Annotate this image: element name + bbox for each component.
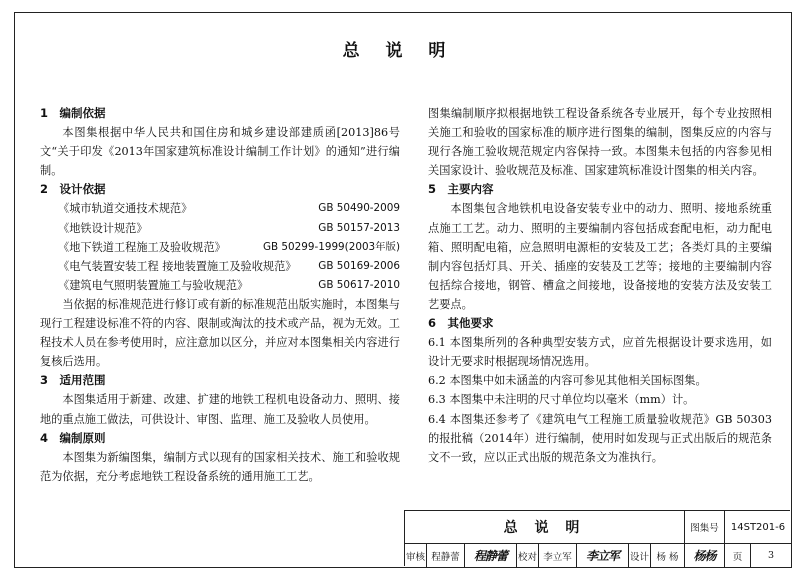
reference-code: GB 50169-2006 [318, 259, 400, 272]
section-5-body: 本图集包含地铁机电设备安装专业中的动力、照明、接地系统重点施工工艺。动力、照明的主要编制内容包括成套配电柜，动力配电箱、照明配电箱，应急照明电源柜的安装及工艺；各类灯具的主要编制内容包括灯具、开关、插座的安装及工艺等；接地的主要编制内容包括综合接地，钢管、槽盒之间接地，设备接地的安装方法及安装工艺要点。 [428, 202, 772, 311]
reference-name: 《城市轨道交通技术规范》 [58, 202, 193, 216]
title-block-drawing-title: 总 说 明 [405, 511, 685, 544]
reference-name: 《地铁设计规范》 [58, 221, 148, 235]
reference-item [40, 276, 400, 295]
checker-signature: 李立军 [577, 544, 629, 567]
section-6-heading: 6 其他要求 [428, 316, 494, 331]
title-block [404, 510, 790, 566]
section-5-heading: 5 主要内容 [428, 182, 494, 197]
requirement-item: 6.4 本图集还参考了《建筑电气工程施工质量验收规范》GB 50303的报批稿（2014年）进行编制，使用时如发现与正式出版后的规范条文不一致，应以正式出版的规范条文为准执行。 [428, 412, 772, 464]
section-1-body: 本图集根据中华人民共和国住房和城乡建设部建质函[2013]86号文“关于印发《2013年国家建筑标准设计编制工作计划》的通知”进行编制。 [40, 126, 400, 178]
reference-item [40, 238, 400, 257]
reference-name: 《地下铁道工程施工及验收规范》 [58, 240, 226, 254]
section-3-body: 本图集适用于新建、改建、扩建的地铁工程机电设备动力、照明、接地的重点施工做法，可供设计、审图、监理、施工及验收人员使用。 [40, 393, 400, 426]
reference-item [40, 199, 400, 218]
atlas-number-label: 图集号 [685, 511, 725, 544]
requirement-item: 6.3 本图集中未注明的尺寸单位均以毫米（mm）计。 [428, 393, 695, 407]
reference-code: GB 50490-2009 [318, 202, 400, 215]
reference-code: GB 50157-2013 [318, 221, 400, 234]
checker-name: 李立军 [539, 544, 577, 567]
section-4-heading: 4 编制原则 [40, 430, 106, 445]
section-2-body: 当依据的标准规范进行修订或有新的标准规范出版实施时，本图集与现行工程建设标准不符的内容、限制或淘汰的技术或产品，视为无效。工程技术人员在参考使用时，应注意加以区分，并应对本图集相关内容进行复核后选用。 [40, 297, 400, 369]
reviewer-signature: 程静蕾 [465, 544, 517, 567]
section-4-continued: 图集编制顺序拟根据地铁工程设备系统各专业展开，每个专业按照相关施工和验收的国家标准的顺序进行图集的编制，图集反应的内容与现行各施工验收规范规定内容保持一致。本图集未包括的内容参见相关国家设计、验收规范及标准、国家建筑标准设计图集的相关内容。 [428, 107, 772, 178]
reference-code: GB 50299-1999(2003年版) [262, 240, 400, 253]
atlas-number: 14ST201-6 [725, 511, 791, 544]
page-label: 页 [725, 544, 751, 567]
right-column [428, 104, 772, 467]
reference-name: 《建筑电气照明装置施工与验收规范》 [58, 278, 249, 292]
review-label: 审核 [405, 544, 427, 567]
requirement-item: 6.1 本图集所列的各种典型安装方式，应首先根据设计要求选用，如设计无要求时根据现场情况选用。 [428, 336, 772, 369]
page-number: 3 [767, 550, 775, 561]
requirement-item: 6.2 本图集中如未涵盖的内容可参见其他相关国标图集。 [428, 374, 707, 388]
title-block-signature-row [405, 544, 791, 567]
reference-name: 《电气装置安装工程 接地装置施工及验收规范》 [58, 259, 297, 273]
section-3-heading: 3 适用范围 [40, 373, 106, 388]
reference-code: GB 50617-2010 [318, 278, 400, 291]
designer-name: 杨 杨 [651, 544, 685, 567]
design-label: 设计 [629, 544, 651, 567]
designer-signature: 杨杨 [685, 544, 725, 567]
section-4-body: 本图集为新编图集，编制方式以现有的国家相关技术、施工和验收规范为依据，充分考虑地铁工程设备系统的通用施工工艺。 [40, 450, 400, 483]
section-2-heading: 2 设计依据 [40, 182, 106, 197]
reference-item [40, 257, 400, 276]
check-label: 校对 [517, 544, 539, 567]
reviewer-name: 程静蕾 [427, 544, 465, 567]
reference-item [40, 219, 400, 238]
section-1-heading: 1 编制依据 [40, 106, 106, 120]
page-title: 总 说 明 [342, 41, 456, 61]
left-column [40, 104, 400, 486]
